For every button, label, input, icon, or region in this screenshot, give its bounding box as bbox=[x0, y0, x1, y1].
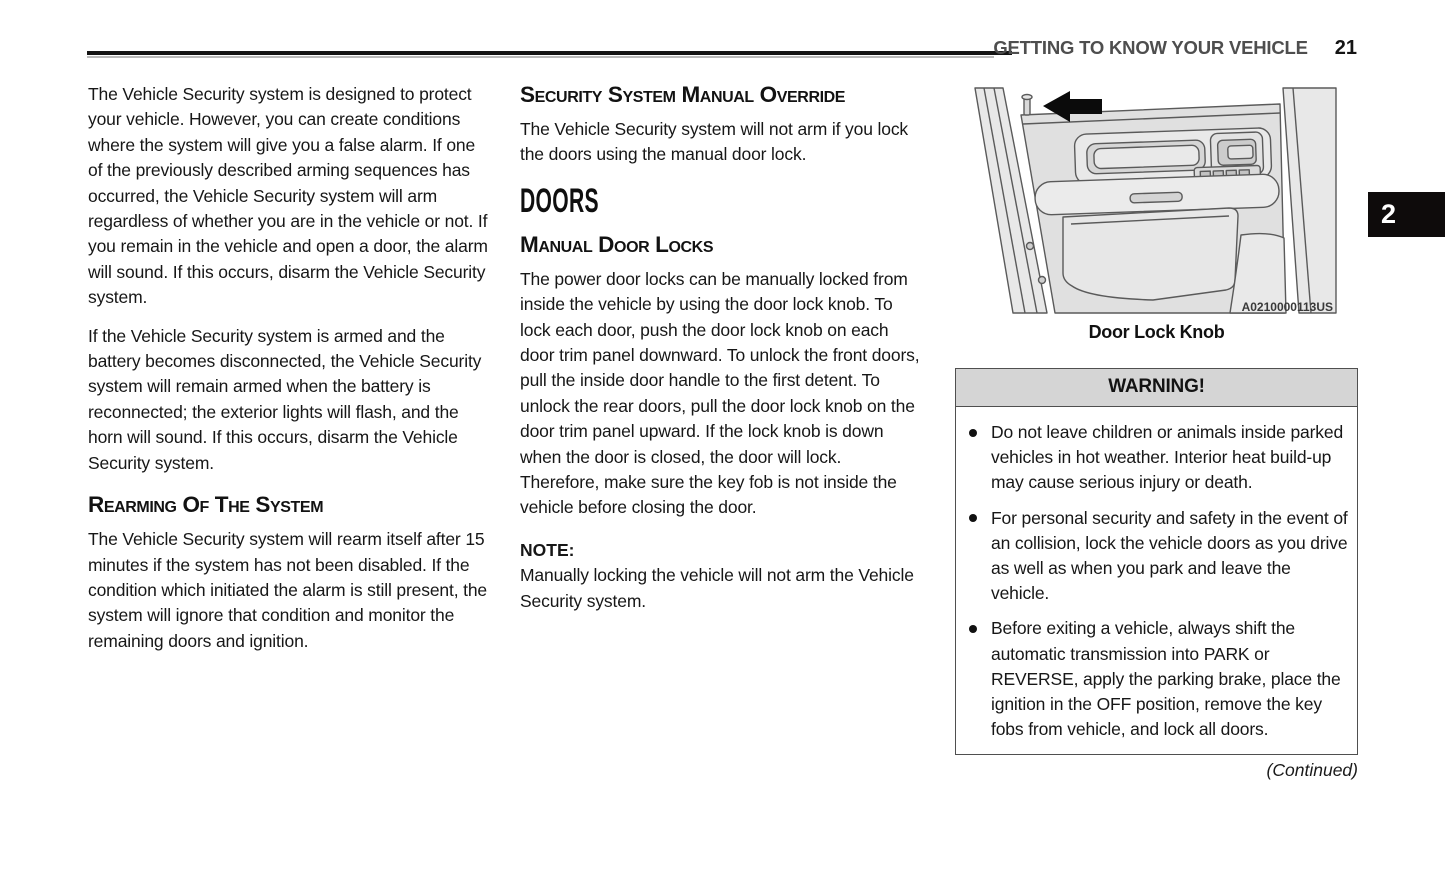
paragraph-rearm-15-minutes: The Vehicle Security system will rearm itself after 15 minutes if the system has not been disabled. If the condition which initiated the alarm is still present, the system will ignore that condition and monitor the remaining doors and ignition. bbox=[88, 529, 488, 651]
warning-bullet-hot-weather: Do not leave children or animals inside parked vehicles in hot weather. Interior heat build-up may cause serious injury or death. bbox=[962, 420, 1349, 496]
chapter-tab-number: 2 bbox=[1381, 199, 1397, 229]
paragraph-manual-override: The Vehicle Security system will not arm if you lock the doors using the manual door lock. bbox=[520, 119, 909, 165]
page-header bbox=[993, 37, 1357, 60]
warning-bullet-list bbox=[962, 420, 1349, 742]
warning-bullet-lock-doors: For personal security and safety in the event of an collision, lock the vehicle doors as you drive as well as when you park and leave the vehicle. bbox=[962, 506, 1349, 607]
warning-box bbox=[955, 368, 1358, 755]
heading-security-system-manual-override: Security System Manual Override bbox=[520, 82, 846, 107]
column-1 bbox=[88, 82, 488, 667]
paragraph-power-door-locks: The power door locks can be manually locked from inside the vehicle by using the door lock knob. To lock each door, push the door lock knob on each door trim panel downward. To unlock the front doors, pull the inside door handle to the first detent. To unlock the rear doors, pull the door lock knob on the door trim panel upward. If the lock knob is down when the door is closed, the door will lock. Therefore, make sure the key fob is not inside the vehicle before closing the door. bbox=[520, 268, 920, 518]
note-text: Manually locking the vehicle will not arm the Vehicle Security system. bbox=[520, 565, 914, 611]
chapter-title: GETTING TO KNOW YOUR VEHICLE bbox=[993, 37, 1308, 58]
chapter-tab bbox=[1368, 192, 1445, 237]
figure-code: A0210000113US bbox=[1241, 300, 1333, 314]
warning-bullet-before-exiting: Before exiting a vehicle, always shift the automatic transmission into PARK or REVERSE, apply the parking brake, place the ignition in the OFF position, remove the key fobs from vehicle, and lock all doors. bbox=[962, 616, 1349, 742]
note-label: NOTE: bbox=[520, 539, 575, 560]
heading-rearming-of-the-system: Rearming Of The System bbox=[88, 492, 324, 518]
heading-manual-door-locks: Manual Door Locks bbox=[520, 231, 714, 257]
door-panel-illustration bbox=[967, 85, 1339, 315]
paragraph-battery-disconnected: If the Vehicle Security system is armed and the battery becomes disconnected, the Vehicle Security system will remain armed when the battery is reconnected; the exterior lights will flash, and the horn will sound. If this occurs, disarm the Vehicle Security system. bbox=[88, 325, 482, 473]
door-lock-knob bbox=[1022, 95, 1032, 116]
heading-doors: DOORS bbox=[520, 181, 599, 220]
continued-label: (Continued) bbox=[1266, 760, 1358, 781]
header-rule bbox=[87, 51, 1012, 58]
column-3 bbox=[955, 85, 1358, 781]
door-lock-knob-figure bbox=[955, 85, 1358, 343]
figure-caption: Door Lock Knob bbox=[1088, 322, 1225, 342]
warning-title: WARNING! bbox=[956, 369, 1357, 407]
page-number: 21 bbox=[1334, 37, 1357, 59]
paragraph-security-designed: The Vehicle Security system is designed to protect your vehicle. However, you can create conditions where the system will give you a false alarm. If one of the previously described arming sequences has occurred, the Vehicle Security system will arm regardless of whether you are in the vehicle or not. If you remain in the vehicle and open a door, the alarm will sound. If this occurs, disarm the Vehicle Security system. bbox=[88, 84, 488, 308]
column-2 bbox=[520, 82, 921, 614]
